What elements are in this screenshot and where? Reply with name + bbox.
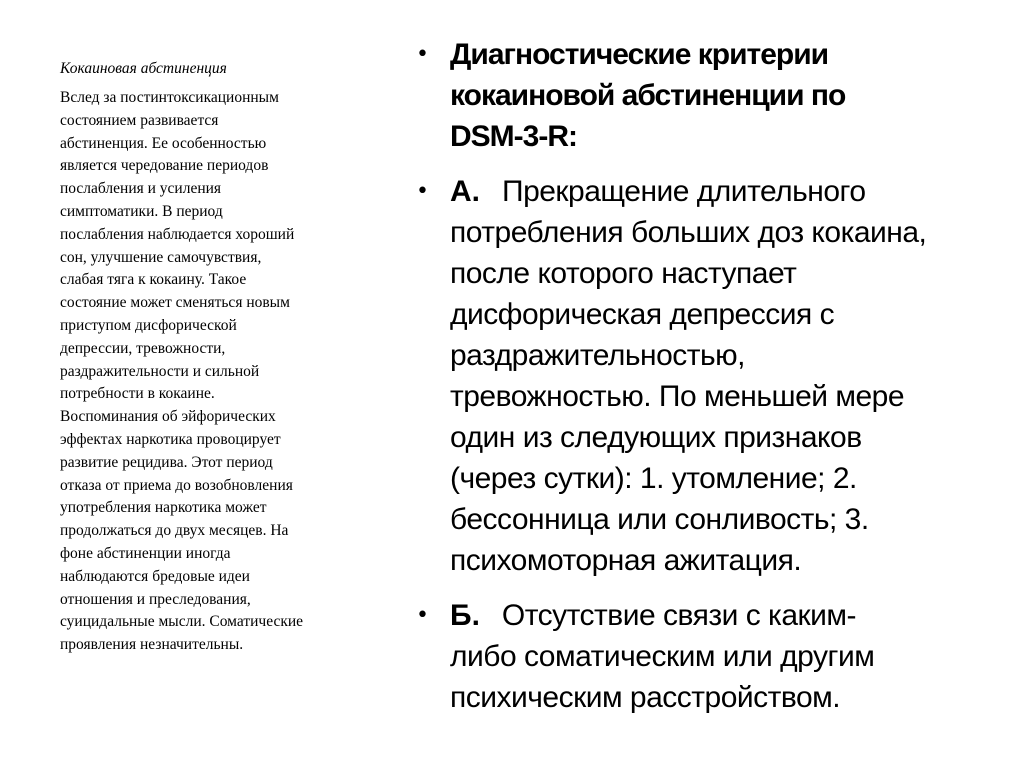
left-line: послабления наблюдается хороший [60, 225, 295, 243]
left-title: Кокаиновая абстиненция [60, 60, 227, 77]
left-line: продолжаться до двух месяцев. На [60, 522, 289, 540]
left-line: проявления незначительны. [60, 636, 244, 654]
criterion-b-line: психическим расстройством. [450, 681, 841, 714]
left-line: отношения и преследования, [60, 590, 251, 608]
criterion-b-line: Отсутствие связи с каким- [501, 599, 856, 632]
left-line: Воспоминания об эйфорических [60, 408, 276, 426]
criteria-heading [410, 34, 1000, 157]
left-line: состояние может сменяться новым [60, 294, 290, 312]
left-column [60, 59, 360, 657]
left-line: состоянием развивается [60, 111, 219, 129]
left-line: наблюдаются бредовые идеи [60, 567, 250, 585]
left-line: эффектах наркотика провоцирует [60, 430, 281, 448]
left-line: употребления наркотика может [60, 499, 267, 517]
criterion-a-marker: А. [450, 175, 480, 208]
criterion-a-line: один из следующих признаков [450, 421, 862, 454]
heading-line: кокаиновой абстиненции по [450, 79, 846, 112]
criterion-a-line: раздражительностью, [450, 339, 746, 372]
left-line: суицидальные мысли. Соматические [60, 613, 304, 631]
criterion-b-line: либо соматическим или другим [450, 640, 875, 673]
criterion-a-line: (через сутки): 1. утомление; 2. [450, 462, 857, 495]
criterion-a-line: после которого наступает [450, 257, 797, 290]
criterion-a-line: потребления больших доз кокаина, [450, 216, 927, 249]
left-line: отказа от приема до возобновления [60, 476, 293, 494]
criterion-a-line: Прекращение длительного [502, 175, 866, 208]
criterion-b-marker: Б. [450, 599, 480, 632]
criterion-a-line: бессонница или сонливость; 3. [450, 503, 869, 536]
heading-line: DSM-3-R: [450, 120, 577, 153]
left-line: фоне абстиненции иногда [60, 544, 231, 562]
criterion-a-line: психомоторная ажитация. [450, 544, 802, 577]
left-line: послабления и усиления [60, 180, 222, 198]
left-line: симптоматики. В период [60, 202, 223, 220]
left-line: депрессии, тревожности, [60, 339, 226, 357]
criterion-a [410, 171, 1000, 581]
right-column [410, 34, 1000, 732]
left-paragraph [60, 87, 360, 657]
left-line: раздражительности и сильной [60, 362, 260, 380]
left-line: слабая тяга к кокаину. Такое [60, 271, 247, 289]
bullet-icon: • [416, 42, 429, 67]
left-line: развитие рецидива. Этот период [60, 453, 273, 471]
left-line: сон, улучшение самочувствия, [60, 248, 262, 266]
left-line: является чередование периодов [60, 157, 269, 175]
left-line: потребности в кокаине. [60, 385, 215, 403]
left-line: приступом дисфорической [60, 316, 237, 334]
criterion-b [410, 595, 1000, 718]
criterion-a-line: дисфорическая депрессия с [450, 298, 835, 331]
criterion-a-line: тревожностью. По меньшей мере [450, 380, 905, 413]
heading-line: Диагностические критерии [450, 38, 829, 71]
bullet-icon: • [416, 179, 429, 204]
left-line: Вслед за постинтоксикационным [60, 89, 279, 106]
bullet-icon: • [416, 603, 429, 628]
left-line: абстиненция. Ее особенностью [60, 134, 267, 152]
